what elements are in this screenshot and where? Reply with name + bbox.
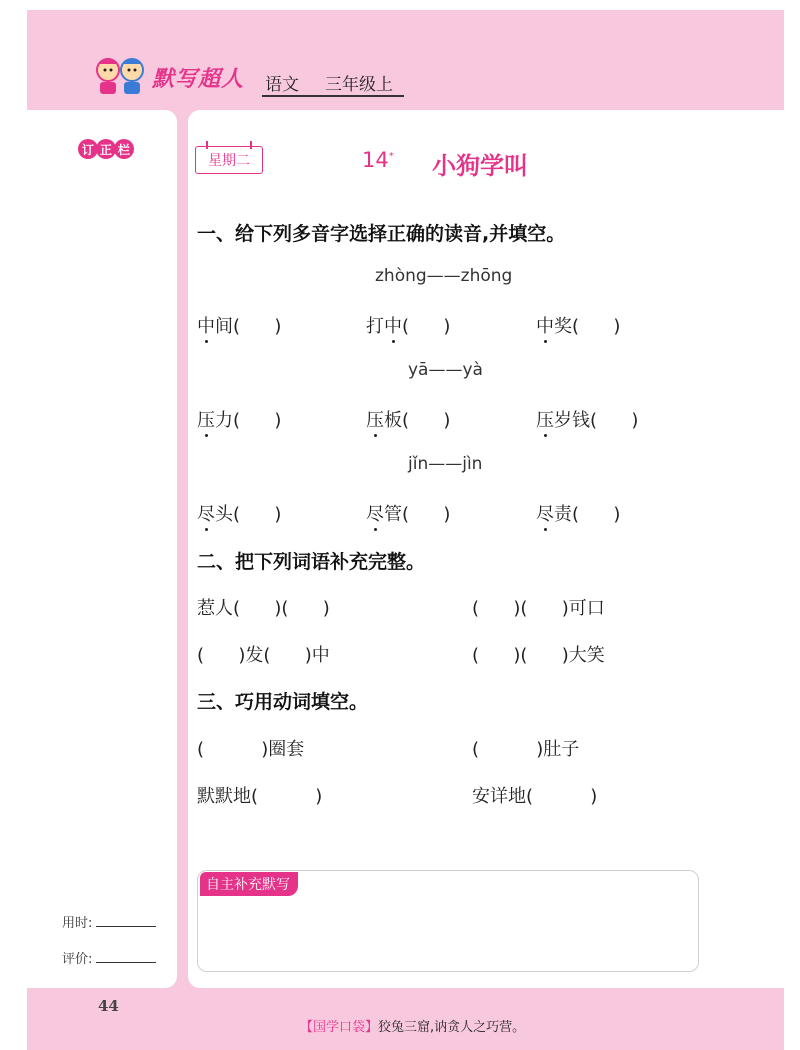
footer-tag: 【国学口袋】: [300, 1020, 379, 1035]
item-rest: 岁钱( ): [554, 410, 639, 431]
polyphone-item[interactable]: [536, 312, 620, 338]
evaluation-label: 评价:: [62, 952, 93, 967]
mascot-logo-icon: [92, 52, 150, 96]
item-rest: 力( ): [215, 410, 282, 431]
pinyin-pair: jǐn——jìn: [408, 454, 483, 474]
item-prefix: 打: [366, 316, 384, 337]
time-used-row: [62, 912, 156, 931]
footer-quote-text: 狡兔三窟,讷贪人之巧营。: [378, 1020, 526, 1035]
verb-blank-item[interactable]: ( )圈套: [197, 739, 305, 760]
dotted-char: 压: [197, 410, 215, 431]
grade-label: 三年级上: [325, 75, 393, 95]
correction-column-label: [78, 139, 132, 159]
idiom-blank-item[interactable]: ( )发( )中: [197, 645, 330, 666]
section3-heading: 三、巧用动词填空。: [197, 691, 369, 713]
verb-blank-item[interactable]: 默默地( ): [197, 786, 323, 807]
item-rest: ( ): [402, 316, 451, 337]
lesson-number-mark: *: [388, 151, 394, 162]
pinyin-pair: zhòng——zhōng: [375, 266, 513, 286]
dotted-char: 中: [536, 316, 554, 337]
polyphone-item[interactable]: [536, 500, 620, 526]
item-rest: 管( ): [384, 504, 451, 525]
correction-char: 正: [96, 139, 116, 159]
dotted-char: 中: [197, 316, 215, 337]
subject-label: 语文: [265, 75, 299, 95]
polyphone-item[interactable]: [366, 312, 450, 338]
item-rest: 板( ): [384, 410, 451, 431]
dotted-char: 尽: [536, 504, 554, 525]
polyphone-item[interactable]: [197, 406, 281, 432]
correction-sidebar: [27, 110, 177, 988]
weekday-badge: 星期二: [195, 146, 263, 174]
footer-quote: [300, 1016, 525, 1035]
page-number: 44: [98, 997, 119, 1015]
polyphone-item[interactable]: [366, 500, 450, 526]
section1-heading: 一、给下列多音字选择正确的读音,并填空。: [197, 223, 566, 245]
lesson-title: 小狗学叫: [432, 152, 528, 180]
time-used-blank[interactable]: [96, 914, 156, 927]
lesson-number: [362, 148, 394, 172]
lesson-number-text: 14: [362, 148, 389, 172]
header-underline: [262, 95, 404, 97]
item-rest: 头( ): [215, 504, 282, 525]
dotted-char: 中: [384, 316, 402, 337]
correction-char: 订: [78, 139, 98, 159]
brand-title: 默写超人: [152, 67, 245, 92]
polyphone-item[interactable]: [197, 500, 281, 526]
correction-char: 栏: [114, 139, 134, 159]
idiom-blank-item[interactable]: ( )( )大笑: [472, 645, 605, 666]
self-dictation-label: 自主补充默写: [200, 872, 298, 896]
dotted-char: 尽: [197, 504, 215, 525]
item-rest: 责( ): [554, 504, 621, 525]
pinyin-pair: yā——yà: [408, 360, 483, 380]
time-used-label: 用时:: [62, 916, 93, 931]
polyphone-item[interactable]: [366, 406, 450, 432]
polyphone-item[interactable]: [197, 312, 281, 338]
idiom-blank-item[interactable]: 惹人( )( ): [197, 598, 330, 619]
verb-blank-item[interactable]: 安详地( ): [472, 786, 598, 807]
polyphone-item[interactable]: [536, 406, 638, 432]
dotted-char: 压: [366, 410, 384, 431]
idiom-blank-item[interactable]: ( )( )可口: [472, 598, 605, 619]
item-rest: 间( ): [215, 316, 282, 337]
dotted-char: 尽: [366, 504, 384, 525]
verb-blank-item[interactable]: ( )肚子: [472, 739, 580, 760]
item-rest: 奖( ): [554, 316, 621, 337]
section2-heading: 二、把下列词语补充完整。: [197, 551, 426, 573]
evaluation-row: [62, 948, 156, 967]
evaluation-blank[interactable]: [96, 950, 156, 963]
dotted-char: 压: [536, 410, 554, 431]
